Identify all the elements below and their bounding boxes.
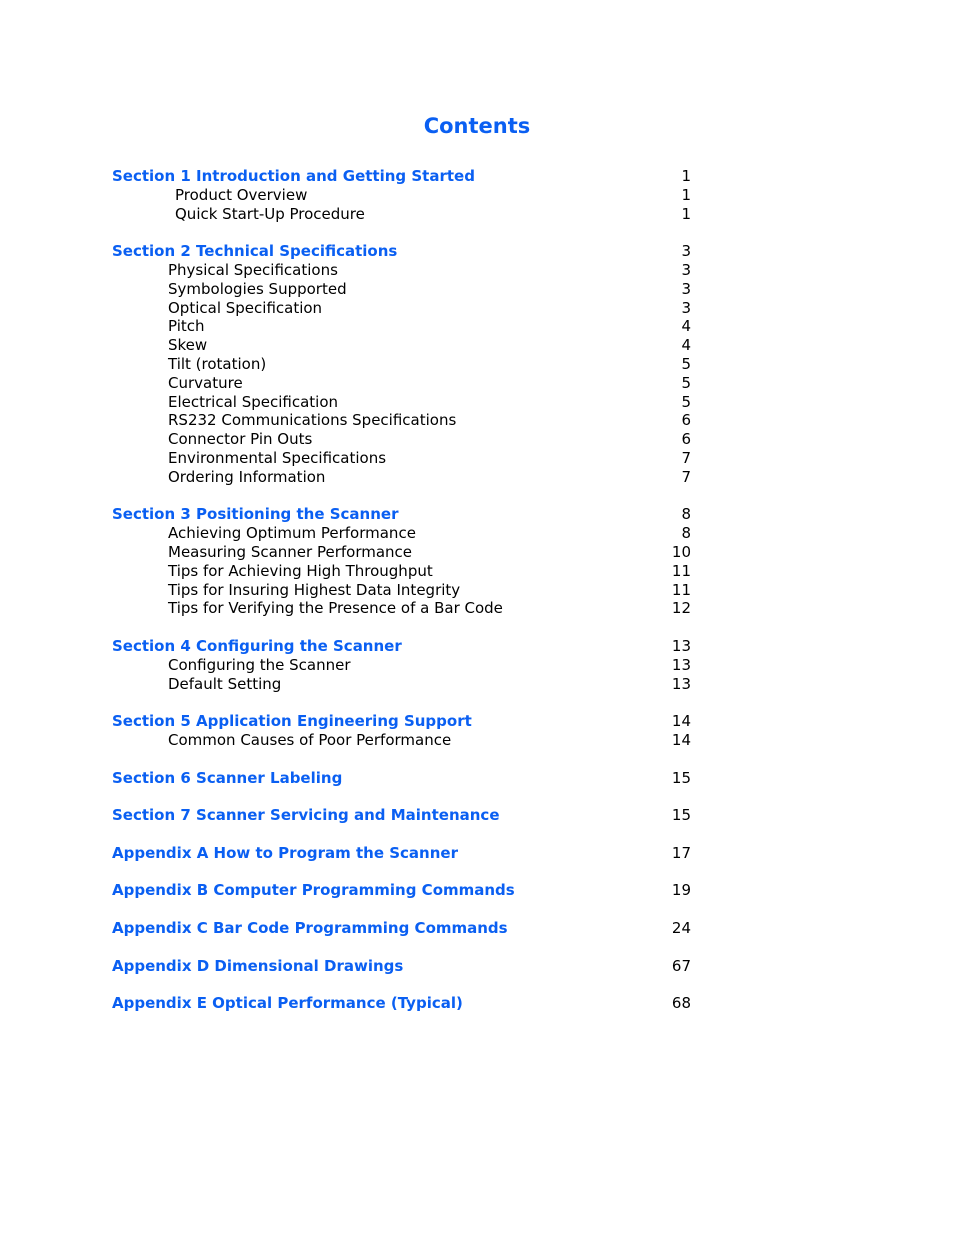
toc-page-number: 24 (671, 919, 691, 937)
toc-subentry[interactable] (0, 205, 954, 224)
toc-page-number: 15 (671, 768, 691, 787)
toc-section-label: Section 5 Application Engineering Support (112, 712, 472, 731)
toc-subentry[interactable] (0, 449, 954, 468)
toc-subentry-label: Configuring the Scanner (168, 655, 351, 674)
toc-page-number: 10 (671, 543, 691, 561)
toc-subentry[interactable] (0, 280, 954, 299)
toc-subentry-label: Curvature (168, 373, 243, 392)
toc-section-label: Appendix B Computer Programming Commands (112, 881, 515, 900)
toc-subentry-label: Skew (168, 336, 208, 355)
toc-subentry-label: Pitch (168, 317, 205, 336)
toc-page-number: 13 (671, 637, 691, 655)
toc-section-label: Appendix C Bar Code Programming Commands (112, 919, 508, 937)
toc-subentry[interactable] (0, 581, 954, 600)
toc-section-label: Section 3 Positioning the Scanner (112, 505, 399, 524)
toc-section-entry[interactable] (0, 769, 954, 788)
toc-page-number: 15 (671, 806, 691, 825)
toc-page-number: 11 (671, 561, 691, 580)
toc-subentry[interactable] (0, 317, 954, 336)
toc-page-number: 4 (681, 336, 691, 355)
toc-page-number: 3 (681, 261, 691, 279)
toc-subentry-label: Electrical Specification (168, 392, 339, 411)
toc-subentry[interactable] (0, 562, 954, 581)
toc-section-entry[interactable] (0, 637, 954, 656)
toc-page-number: 68 (671, 994, 691, 1013)
toc-subentry-label: Physical Specifications (168, 261, 338, 279)
toc-page-number: 7 (681, 467, 691, 486)
toc-section-entry[interactable] (0, 881, 954, 900)
toc-section-label: Section 6 Scanner Labeling (112, 768, 343, 787)
toc-subentry-label: Quick Start-Up Procedure (175, 204, 365, 223)
toc-page-number: 1 (681, 204, 691, 223)
toc-page-number: 14 (671, 712, 691, 731)
toc-page-number: 1 (681, 167, 691, 185)
toc-section-label: Appendix D Dimensional Drawings (112, 956, 404, 975)
toc-subentry-label: Default Setting (168, 674, 282, 693)
toc-subentry-label: Tilt (rotation) (168, 355, 267, 373)
toc-section-entry[interactable] (0, 994, 954, 1013)
toc-page-number: 13 (671, 674, 691, 693)
toc-subentry[interactable] (0, 355, 954, 374)
toc-subentry-label: Symbologies Supported (168, 279, 347, 298)
toc-subentry[interactable] (0, 468, 954, 487)
toc-subentry[interactable] (0, 374, 954, 393)
toc-subentry[interactable] (0, 299, 954, 318)
toc-section-entry[interactable] (0, 242, 954, 261)
toc-page-number: 1 (681, 185, 691, 204)
toc-subentry-label: Connector Pin Outs (168, 430, 313, 449)
toc-subentry-label: Ordering Information (168, 467, 326, 486)
toc-page-number: 17 (671, 843, 691, 862)
toc-page-number: 3 (681, 242, 691, 261)
toc-page-number: 8 (681, 505, 691, 524)
toc-section-label: Section 2 Technical Specifications (112, 242, 398, 261)
toc-subentry[interactable] (0, 675, 954, 694)
toc-page-number: 5 (681, 355, 691, 373)
toc-subentry[interactable] (0, 731, 954, 750)
toc-subentry-label: Tips for Achieving High Throughput (168, 561, 433, 580)
toc-section-entry[interactable] (0, 844, 954, 863)
toc-subentry[interactable] (0, 186, 954, 205)
toc-subentry-label: RS232 Communications Specifications (168, 411, 457, 430)
toc-page-number: 67 (671, 956, 691, 975)
toc-section-entry[interactable] (0, 806, 954, 825)
toc-subentry[interactable] (0, 524, 954, 543)
toc-section-entry[interactable] (0, 167, 954, 186)
page-title: Contents (423, 114, 531, 138)
toc-page-number: 3 (681, 298, 691, 317)
toc-subentry[interactable] (0, 393, 954, 412)
toc-section-label: Appendix E Optical Performance (Typical) (112, 994, 463, 1013)
toc-subentry-label: Optical Specification (168, 298, 323, 317)
toc-page-number: 19 (671, 881, 691, 900)
toc-page-number: 5 (681, 392, 691, 411)
toc-subentry[interactable] (0, 656, 954, 675)
toc-subentry-label: Product Overview (175, 185, 308, 204)
toc-section-label: Section 1 Introduction and Getting Started (112, 167, 475, 185)
toc-section-entry[interactable] (0, 505, 954, 524)
toc-section-entry[interactable] (0, 919, 954, 938)
toc-page-number: 13 (671, 655, 691, 674)
toc-subentry-label: Environmental Specifications (168, 449, 387, 467)
toc-page-number: 3 (681, 279, 691, 298)
toc-page-number: 14 (671, 731, 691, 749)
toc-section-label: Section 7 Scanner Servicing and Maintenance (112, 806, 500, 825)
toc-subentry[interactable] (0, 430, 954, 449)
toc-subentry-label: Tips for Insuring Highest Data Integrity (168, 580, 461, 599)
toc-subentry[interactable] (0, 411, 954, 430)
toc-page-number: 11 (671, 580, 691, 599)
toc-page-number: 6 (681, 430, 691, 449)
toc-subentry-label: Achieving Optimum Performance (168, 524, 416, 543)
toc-page-number: 12 (671, 599, 691, 618)
toc-subentry[interactable] (0, 543, 954, 562)
toc-section-entry[interactable] (0, 712, 954, 731)
toc-subentry[interactable] (0, 336, 954, 355)
toc-subentry[interactable] (0, 261, 954, 280)
toc-subentry-label: Tips for Verifying the Presence of a Bar Code (168, 599, 503, 618)
toc-section-entry[interactable] (0, 957, 954, 976)
toc-subentry-label: Common Causes of Poor Performance (168, 731, 452, 749)
toc-page-number: 7 (681, 449, 691, 467)
toc-subentry-label: Measuring Scanner Performance (168, 543, 413, 561)
toc-page-number: 5 (681, 373, 691, 392)
toc-subentry[interactable] (0, 599, 954, 618)
toc-section-label: Appendix A How to Program the Scanner (112, 843, 458, 862)
toc-page-number: 8 (681, 524, 691, 543)
toc-page-number: 4 (681, 317, 691, 336)
toc-section-label: Section 4 Configuring the Scanner (112, 637, 402, 655)
toc-page-number: 6 (681, 411, 691, 430)
